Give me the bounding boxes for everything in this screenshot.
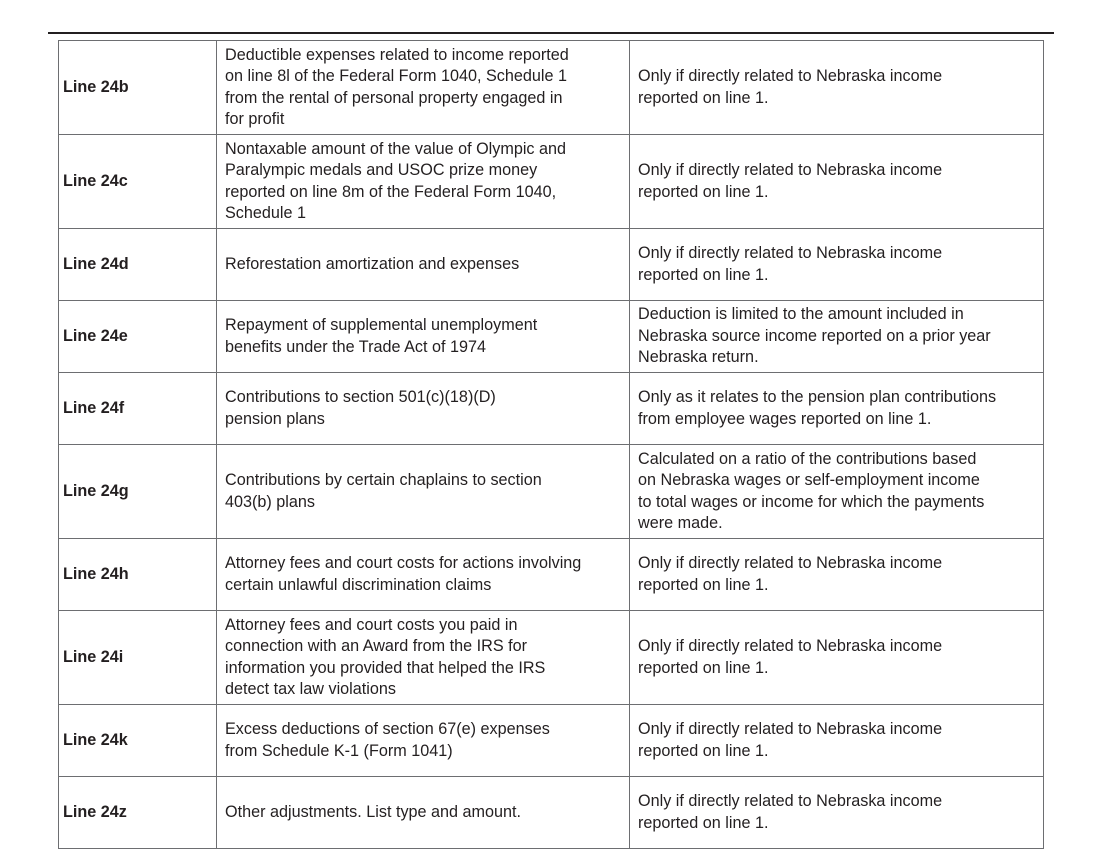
line-number: Line 24d	[59, 229, 217, 301]
table-row	[59, 705, 1044, 777]
table-row	[59, 445, 1044, 539]
adjustment-description: Deductible expenses related to income reported on line 8l of the Federal Form 1040, Schedule 1 from the rental of personal property engaged in for profit	[217, 41, 630, 135]
adjustment-description: Nontaxable amount of the value of Olympic and Paralympic medals and USOC prize money reported on line 8m of the Federal Form 1040, Schedule 1	[217, 135, 630, 229]
adjustment-limitation: Only if directly related to Nebraska income reported on line 1.	[630, 539, 1044, 611]
table-row	[59, 539, 1044, 611]
adjustment-limitation: Only if directly related to Nebraska income reported on line 1.	[630, 705, 1044, 777]
adjustment-limitation: Only if directly related to Nebraska income reported on line 1.	[630, 229, 1044, 301]
adjustment-description: Excess deductions of section 67(e) expenses from Schedule K-1 (Form 1041)	[217, 705, 630, 777]
line-number: Line 24k	[59, 705, 217, 777]
adjustment-description: Other adjustments. List type and amount.	[217, 777, 630, 849]
adjustments-table	[58, 40, 1044, 849]
adjustment-limitation: Only if directly related to Nebraska income reported on line 1.	[630, 611, 1044, 705]
table-row	[59, 229, 1044, 301]
line-number: Line 24c	[59, 135, 217, 229]
table-row	[59, 41, 1044, 135]
table-row	[59, 301, 1044, 373]
adjustment-description: Contributions to section 501(c)(18)(D) pension plans	[217, 373, 630, 445]
adjustment-description: Repayment of supplemental unemployment benefits under the Trade Act of 1974	[217, 301, 630, 373]
adjustment-description: Attorney fees and court costs for actions involving certain unlawful discrimination claims	[217, 539, 630, 611]
adjustment-limitation: Calculated on a ratio of the contributions based on Nebraska wages or self-employment income to total wages or income for which the payments were made.	[630, 445, 1044, 539]
table-row	[59, 777, 1044, 849]
line-number: Line 24z	[59, 777, 217, 849]
adjustment-limitation: Only if directly related to Nebraska income reported on line 1.	[630, 135, 1044, 229]
line-number: Line 24i	[59, 611, 217, 705]
line-number: Line 24g	[59, 445, 217, 539]
line-number: Line 24f	[59, 373, 217, 445]
adjustment-description: Contributions by certain chaplains to section 403(b) plans	[217, 445, 630, 539]
line-number: Line 24e	[59, 301, 217, 373]
adjustment-limitation: Deduction is limited to the amount included in Nebraska source income reported on a prior year Nebraska return.	[630, 301, 1044, 373]
adjustment-limitation: Only if directly related to Nebraska income reported on line 1.	[630, 777, 1044, 849]
adjustment-limitation: Only if directly related to Nebraska income reported on line 1.	[630, 41, 1044, 135]
adjustment-description: Attorney fees and court costs you paid in connection with an Award from the IRS for information you provided that helped the IRS detect tax law violations	[217, 611, 630, 705]
table-row	[59, 373, 1044, 445]
line-number: Line 24b	[59, 41, 217, 135]
table-row	[59, 611, 1044, 705]
top-divider	[48, 32, 1054, 34]
adjustment-limitation: Only as it relates to the pension plan contributions from employee wages reported on line 1.	[630, 373, 1044, 445]
line-number: Line 24h	[59, 539, 217, 611]
adjustment-description: Reforestation amortization and expenses	[217, 229, 630, 301]
table-row	[59, 135, 1044, 229]
